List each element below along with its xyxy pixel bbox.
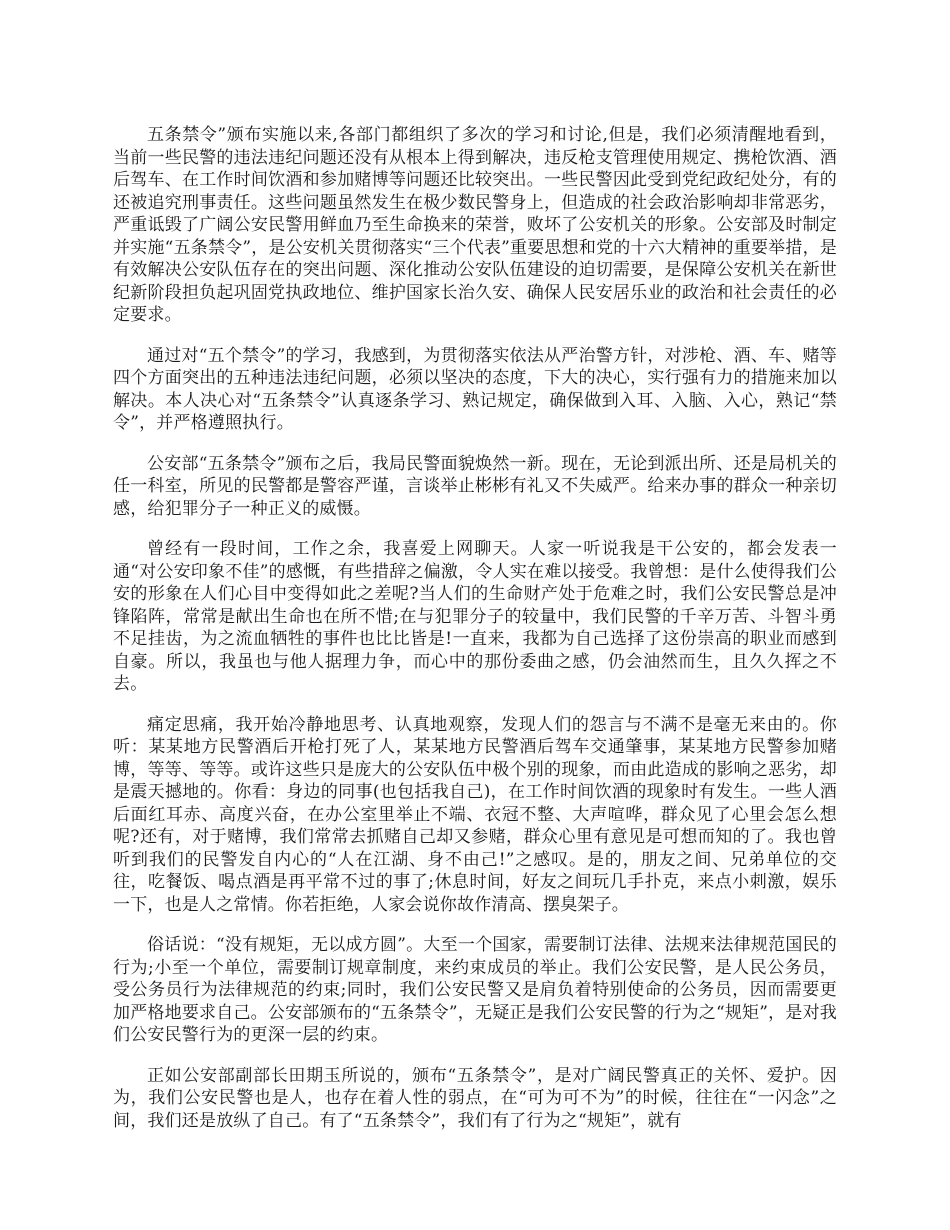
paragraph-1: 五条禁令”颁布实施以来,各部门都组织了多次的学习和讨论,但是，我们必须清醒地看到，当前一些民警的违法违纪问题还没有从根本上得到解决，违反枪支管理使用规定、携枪饮酒、酒后驾车、在工作时间饮酒和参加赌博等问题还比较突出。一些民警因此受到党纪政纪处分，有的还被追究刑事责任。这些问题虽然发生在极少数民警身上，但造成的社会政治影响却非常恶劣，严重诋毁了广阔公安民警用鲜血乃至生命换来的荣誉，败坏了公安机关的形象。公安部及时制定并实施“五条禁令”，是公安机关贯彻落实“三个代表”重要思想和党的十六大精神的重要举措，是有效解决公安队伍存在的突出问题、深化推动公安队伍建设的迫切需要，是保障公安机关在新世纪新阶段担负起巩固党执政地位、维护国家长治久安、确保人民安居乐业的政治和社会责任的必定要求。 xyxy=(113,125,837,325)
paragraph-7: 正如公安部副部长田期玉所说的，颁布“五条禁令”，是对广阔民警真正的关怀、爱护。因为，我们公安民警也是人，也存在着人性的弱点，在“可为可不为”的时候，往往在“一闪念”之间，我们还是放纵了自己。有了“五条禁令”，我们有了行为之“规矩”，就有 xyxy=(113,1065,837,1131)
paragraph-2: 通过对“五个禁令”的学习，我感到，为贯彻落实依法从严治警方针，对涉枪、酒、车、赌等四个方面突出的五种违法违纪问题，必须以坚决的态度，下大的决心，实行强有力的措施来加以解决。本人决心对“五条禁令”认真逐条学习、熟记规定，确保做到入耳、入脑、入心，熟记“禁令”，并严格遵照执行。 xyxy=(113,345,837,433)
paragraph-3: 公安部“五条禁令”颁布之后，我局民警面貌焕然一新。现在，无论到派出所、还是局机关的任一科室，所见的民警都是警容严谨，言谈举止彬彬有礼又不失威严。给来办事的群众一种亲切感，给犯罪分子一种正义的威慑。 xyxy=(113,453,837,519)
paragraph-6: 俗话说：“没有规矩，无以成方圆”。大至一个国家，需要制订法律、法规来法律规范国民的行为;小至一个单位，需要制订规章制度，来约束成员的举止。我们公安民警，是人民公务员，受公务员行为法律规范的约束;同时，我们公安民警又是肩负着特别使命的公务员，因而需要更加严格地要求自己。公安部颁布的“五条禁令”，无疑正是我们公安民警的行为之“规矩”，是对我们公安民警行为的更深一层的约束。 xyxy=(113,935,837,1045)
paragraph-4: 曾经有一段时间，工作之余，我喜爱上网聊天。人家一听说我是干公安的，都会发表一通“对公安印象不佳”的感慨，有些措辞之偏激，令人实在难以接受。我曾想：是什么使得我们公安的形象在人们心目中变得如此之差呢?当人们的生命财产处于危难之时，我们公安民警总是冲锋陷阵，常常是献出生命也在所不惜;在与犯罪分子的较量中，我们民警的千辛万苦、斗智斗勇不足挂齿，为之流血牺牲的事件也比比皆是!一直来，我都为自己选择了这份崇高的职业而感到自豪。所以，我虽也与他人据理力争，而心中的那份委曲之感，仍会油然而生，且久久挥之不去。 xyxy=(113,539,837,694)
paragraph-5: 痛定思痛，我开始冷静地思考、认真地观察，发现人们的怨言与不满不是毫无来由的。你听：某某地方民警酒后开枪打死了人，某某地方民警酒后驾车交通肇事，某某地方民警参加赌博，等等、等等。或许这些只是庞大的公安队伍中极个别的现象，而由此造成的影响之恶劣，却是震天撼地的。你看：身边的同事(也包括我自己)，在工作时间饮酒的现象时有发生。一些人酒后面红耳赤、高度兴奋，在办公室里举止不端、衣冠不整、大声喧哗，群众见了心里会怎么想呢?还有，对于赌博，我们常常去抓赌自己却又参赌，群众心里有意见是可想而知的了。我也曾听到我们的民警发自内心的“人在江湖、身不由己!”之感叹。是的，朋友之间、兄弟单位的交往，吃餐饭、喝点酒是再平常不过的事了;休息时间，好友之间玩几手扑克，来点小刺激，娱乐一下，也是人之常情。你若拒绝，人家会说你故作清高、摆臭架子。 xyxy=(113,714,837,915)
document-body xyxy=(113,124,837,1150)
